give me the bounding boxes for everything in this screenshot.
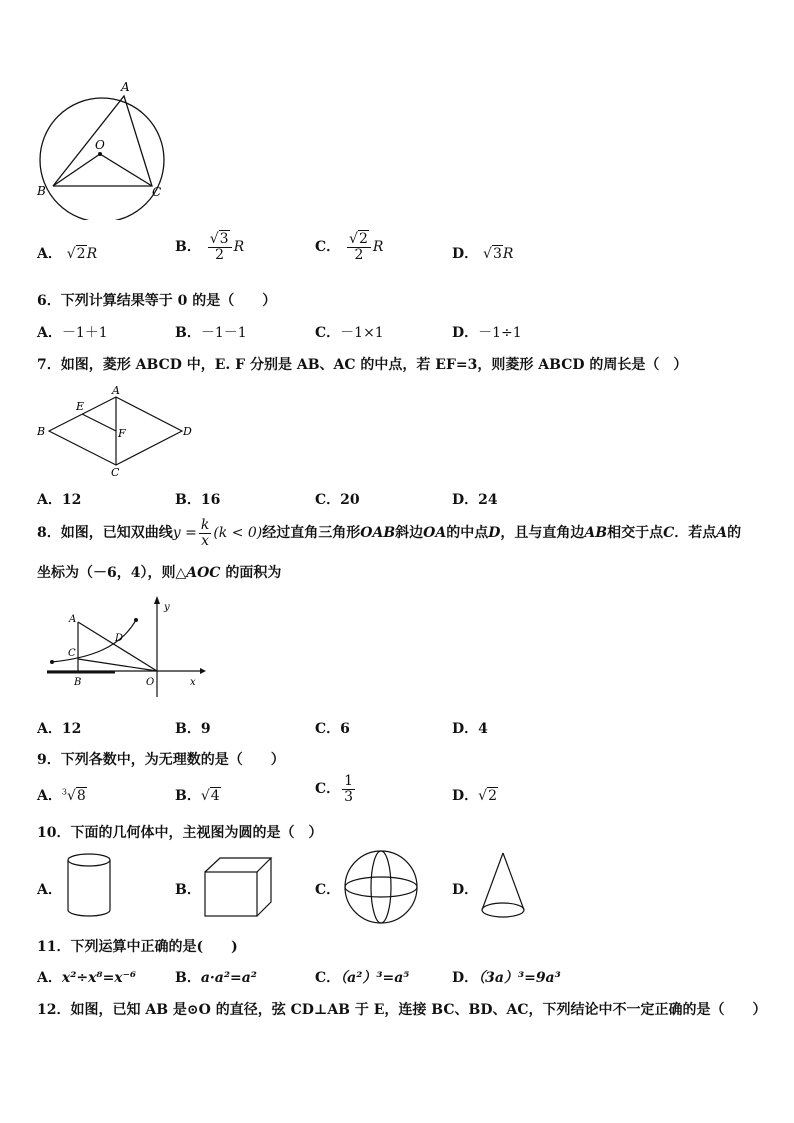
q8-option-d: D．4 xyxy=(452,721,488,737)
sphere-icon xyxy=(342,848,420,926)
label-c: C xyxy=(68,648,76,659)
label-y: y xyxy=(164,602,170,613)
label-a: A xyxy=(121,80,130,94)
label-o: O xyxy=(146,677,155,688)
cube-icon xyxy=(202,855,274,919)
q9-option-d: D．√2 xyxy=(452,788,497,804)
rhombus-figure xyxy=(34,383,199,479)
q11-text: 11．下列运算中正确的是( ) xyxy=(37,939,238,955)
label-x: x xyxy=(190,677,196,688)
q8-option-c: C．6 xyxy=(315,721,350,737)
label-b: B xyxy=(37,425,46,438)
label-f: F xyxy=(118,427,126,440)
label-d: D xyxy=(115,633,124,644)
label-c: C xyxy=(111,466,120,479)
q10-option-a-letter: A． xyxy=(37,882,62,898)
circle xyxy=(40,98,164,220)
q6-option-a: A．－1＋1 xyxy=(37,325,108,341)
q6-text: 6．下列计算结果等于 0 的是（ ） xyxy=(37,293,277,309)
q7-option-b: B．16 xyxy=(175,492,221,508)
q8-option-b: B．9 xyxy=(175,721,211,737)
x-axis-arrow xyxy=(200,668,206,674)
q11-option-b: B．a·a²=a² xyxy=(175,970,257,986)
label-o: O xyxy=(95,138,105,152)
q10-text: 10．下面的几何体中，主视图为圆的是（ ） xyxy=(37,825,323,841)
circle-triangle-figure xyxy=(34,80,174,220)
q7-option-d: D．24 xyxy=(452,492,498,508)
curve-end-left xyxy=(50,660,54,664)
hyperbola-figure xyxy=(40,594,210,699)
q5-option-c: C． $\frac{√2}{2}$ R xyxy=(315,231,384,263)
q7-option-a: A．12 xyxy=(37,492,82,508)
q10-option-b-letter: B． xyxy=(175,882,201,898)
label-a: A xyxy=(112,384,120,397)
label-d: D xyxy=(183,425,192,438)
label-c: C xyxy=(152,185,162,199)
q11-option-c: C．（a²）³=a⁵ xyxy=(315,970,410,986)
q6-option-d: D．－1÷1 xyxy=(452,325,522,341)
radii-ob-oc xyxy=(53,154,152,186)
q11-option-a: A．x²÷x⁸=x⁻⁶ xyxy=(37,970,137,986)
segment-ef xyxy=(82,414,116,431)
q7-text: 7．如图，菱形 ABCD 中，E. F 分别是 AB、AC 的中点，若 EF=3，则菱形 ABCD 的周长是（ ） xyxy=(37,357,688,373)
q9-option-c: C． $\frac{1}{3}$ xyxy=(315,773,354,805)
q9-option-b: B．√4 xyxy=(175,788,220,804)
label-e: E xyxy=(76,400,85,413)
q7-option-c: C．20 xyxy=(315,492,360,508)
label-b: B xyxy=(74,677,82,688)
label-a: A xyxy=(69,614,77,625)
y-axis-arrow xyxy=(154,596,160,604)
q8-line1: 8．如图，已知双曲线y = $\frac{k}{x}$ (k < 0)经过直角三角形OAB斜边OA的中点D，且与直角边AB相交于点C．若点A的 xyxy=(37,516,742,549)
segment-ao xyxy=(78,622,157,671)
q10-option-d-letter: D． xyxy=(452,882,479,898)
q11-option-d: D．（3a）³=9a³ xyxy=(452,970,561,986)
cylinder-icon xyxy=(64,852,114,920)
center-point xyxy=(98,152,102,156)
q6-option-b: B．－1－1 xyxy=(175,325,247,341)
q5-option-b: B． $\frac{√3}{2}$ R xyxy=(175,231,245,263)
curve-end-right xyxy=(134,618,138,622)
q8-option-a: A．12 xyxy=(37,721,82,737)
q9-text: 9．下列各数中，为无理数的是（ ） xyxy=(37,752,285,768)
segment-co xyxy=(78,659,157,671)
q5-option-d: D． √3R xyxy=(452,246,514,262)
q9-option-a: A．$^3$√8 xyxy=(37,787,86,804)
hyperbola-curve xyxy=(52,620,136,662)
q5-option-a: A． √2R xyxy=(37,246,98,262)
q8-line2: 坐标为（－6，4），则△AOC 的面积为 xyxy=(37,565,282,581)
q10-option-c-letter: C． xyxy=(315,882,341,898)
cone-icon xyxy=(478,850,528,922)
label-b: B xyxy=(37,184,46,198)
q12-text: 12．如图，已知 AB 是⊙O 的直径，弦 CD⊥AB 于 E，连接 BC、BD、AC，下列结论中不一定正确的是（ ） xyxy=(37,1002,767,1018)
q6-option-c: C．－1×1 xyxy=(315,325,384,341)
